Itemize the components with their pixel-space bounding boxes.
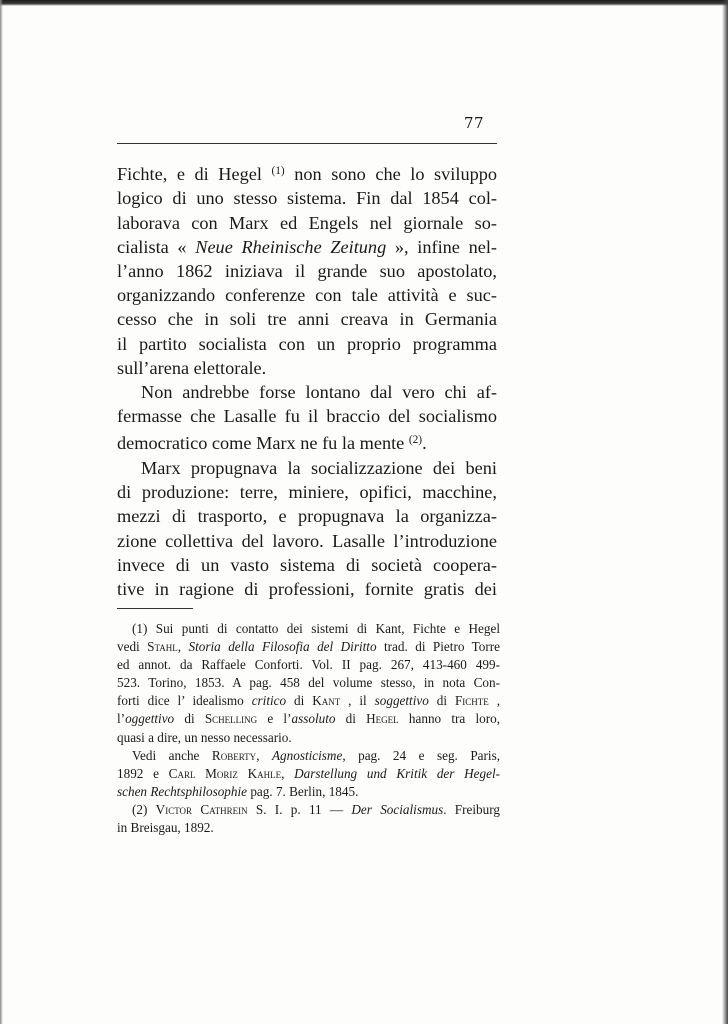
footnote-line: in Breisgau, 1892. bbox=[117, 820, 214, 836]
footnote-line: Vedi anche Roberty, Agnosticisme, pag. 24 e seg. Paris, bbox=[132, 747, 501, 763]
footnote-line: forti dice l’ idealismo critico di Kant , il soggettivo di Fichte , bbox=[117, 693, 500, 709]
text-line: zione collettiva del lavoro. Lasalle l’introduzione bbox=[117, 530, 497, 551]
scan-right-edge bbox=[722, 0, 728, 1024]
text-line: sull’arena elettorale. bbox=[117, 357, 267, 378]
text-line: cialista « Neue Rheinische Zeitung », infine nel- bbox=[117, 236, 497, 257]
footnote-line: 523. Torino, 1853. A pag. 458 del volume stesso, in nota Con- bbox=[117, 675, 500, 691]
book-title: Agnosticisme bbox=[271, 747, 343, 763]
text-line: il partito socialista con un proprio programma bbox=[117, 333, 497, 354]
footnotes bbox=[117, 620, 500, 837]
text-line: logico di uno stesso sistema. Fin dal 1854 col- bbox=[117, 188, 497, 209]
scan-top-edge bbox=[0, 0, 728, 6]
author-name: Roberty bbox=[211, 747, 257, 763]
footnote-line: 1892 e Carl Moriz Kahle, Darstellung und Kritik der Hegel- bbox=[117, 765, 501, 781]
footnote-line: quasi a dire, un nesso necessario. bbox=[117, 729, 292, 745]
text-line: Marx propugnava la socializzazione dei beni bbox=[141, 457, 497, 478]
book-title: Darstellung und Kritik der Hegel- bbox=[294, 765, 501, 781]
footnote-1 bbox=[117, 620, 500, 801]
footnote-rule bbox=[117, 608, 193, 609]
footnote-ref-1: (1) bbox=[271, 165, 285, 177]
newspaper-title: Neue Rheinische Zeitung bbox=[195, 236, 387, 257]
text-line: Non andrebbe forse lontano dal vero chi af- bbox=[141, 382, 497, 403]
text-line: democratico come Marx ne fu la mente $^{(2)}$. bbox=[117, 433, 427, 454]
footnote-line: (2) Victor Cathrein S. I. p. 11 — Der Socialismus. Freiburg bbox=[132, 801, 500, 817]
scan-left-edge bbox=[0, 0, 3, 1024]
text-line: l’anno 1862 iniziava il grande suo apostolato, bbox=[117, 261, 497, 282]
book-title: Der Socialismus bbox=[351, 801, 444, 817]
paragraph-2 bbox=[117, 380, 497, 456]
text-line: invece di un vasto sistema di società coopera- bbox=[117, 554, 497, 575]
page-number: 77 bbox=[464, 114, 485, 132]
text-line: organizzando conferenze con tale attività e suc- bbox=[117, 285, 497, 306]
paragraph-1 bbox=[117, 159, 497, 380]
text-line: di produzione: terre, miniere, opifici, macchine, bbox=[117, 482, 497, 503]
footnote-ref-2: (2) bbox=[408, 434, 423, 447]
author-name: Carl Moriz Kahle bbox=[168, 765, 282, 781]
header-rule bbox=[117, 143, 497, 144]
text-line: cesso che in soli tre anni creava in Germania bbox=[117, 309, 497, 330]
author-name: Victor Cathrein bbox=[155, 801, 248, 817]
author-name: Stahl bbox=[147, 639, 178, 655]
footnote-line: vedi Stahl, Storia della Filosofia del Diritto trad. di Pietro Torre bbox=[117, 639, 501, 655]
footnote-2 bbox=[117, 801, 500, 837]
footnote-line: ed annot. da Raffaele Conforti. Vol. II pag. 267, 413-460 499- bbox=[117, 657, 500, 673]
footnote-line: (1) Sui punti di contatto dei sistemi di Kant, Fichte e Hegel bbox=[132, 621, 500, 636]
footnote-line: schen Rechtsphilosophie pag. 7. Berlin, 1845. bbox=[117, 783, 359, 799]
text-line: tive in ragione di professioni, fornite gratis dei bbox=[117, 578, 497, 599]
paragraph-3 bbox=[117, 456, 497, 601]
book-title: schen Rechtsphilosophie bbox=[117, 783, 248, 799]
main-text bbox=[117, 159, 497, 601]
footnote-line: l’oggettivo di Schelling e l’assoluto di Hegel hanno tra loro, bbox=[117, 711, 500, 727]
text-line: Fichte, e di Hegel $^{(1)}$ non sono che lo sviluppo bbox=[117, 164, 498, 185]
book-title: Storia della Filosofia del Diritto bbox=[188, 639, 377, 655]
text-line: fermasse che Lasalle fu il braccio del socialismo bbox=[117, 406, 497, 427]
text-line: mezzi di trasporto, e propugnava la organizza- bbox=[117, 506, 497, 527]
text-line: laborava con Marx ed Engels nel giornale so- bbox=[117, 212, 497, 233]
